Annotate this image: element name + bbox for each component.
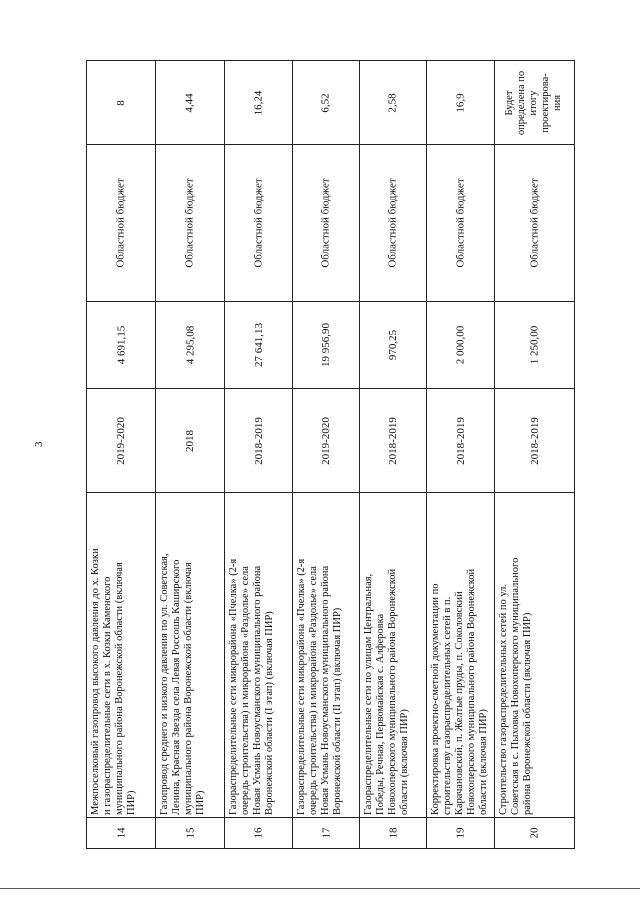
num-cell xyxy=(225,818,292,848)
result-text: 4,44 xyxy=(184,92,196,113)
result-cell xyxy=(225,61,292,145)
result-line: ния xyxy=(552,94,564,111)
table-row xyxy=(155,61,224,848)
period-text: 2019-2020 xyxy=(114,416,127,465)
description-line: ПИР) xyxy=(195,790,206,815)
result-cell xyxy=(427,61,494,145)
amount-cell xyxy=(495,302,574,389)
description-line: области (включая ПИР) xyxy=(399,709,410,815)
table-row xyxy=(426,61,494,848)
result-line: определена по xyxy=(516,70,528,135)
desc-cell xyxy=(225,493,292,818)
num-cell xyxy=(87,818,155,848)
source-cell xyxy=(427,145,494,302)
period-cell xyxy=(87,389,155,493)
source-text: Областной бюджет xyxy=(387,178,400,268)
amount-cell xyxy=(225,302,292,389)
source-cell xyxy=(87,145,155,302)
period-text: 2019-2020 xyxy=(319,416,332,465)
amount-text: 27 641,13 xyxy=(252,323,265,367)
result-text: 6,52 xyxy=(320,92,332,113)
result-cell xyxy=(360,61,426,145)
num-text: 20 xyxy=(528,827,541,839)
desc-cell xyxy=(293,493,359,818)
description-line: строительству газораспределительных сетей в п. xyxy=(442,596,453,815)
description-line: Газораспределительные сети микрорайона «Пчелка» (2-я xyxy=(228,558,239,815)
source-text: Областной бюджет xyxy=(115,178,128,268)
source-text: Областной бюджет xyxy=(454,178,467,268)
table-row xyxy=(87,61,155,848)
num-cell xyxy=(360,818,426,848)
description-line: Газораспределительные сети по улицам Центральная, xyxy=(363,573,374,815)
description-line: Ленина, Красная Звезда села Левая Россошь Каширского xyxy=(171,559,182,815)
source-cell xyxy=(495,145,574,302)
amount-text: 2 000,00 xyxy=(454,325,467,365)
description-line: Победы, Речная, Первомайская с. Алферовка xyxy=(375,613,386,815)
result-cell xyxy=(293,61,359,145)
desc-cell xyxy=(87,493,155,818)
description-line: очередь строительства) и микрорайона «Раздолье» села xyxy=(308,566,319,815)
period-cell xyxy=(225,389,292,493)
desc-cell xyxy=(427,493,494,818)
description-line: и газораспределительные сети в х. Козки Каменского xyxy=(102,576,113,815)
result-line: итогу xyxy=(528,90,540,115)
num-cell xyxy=(293,818,359,848)
description-line: ПИР) xyxy=(126,790,137,815)
result-cell xyxy=(156,61,224,145)
period-cell xyxy=(156,389,224,493)
num-text: 14 xyxy=(115,827,127,839)
amount-cell xyxy=(293,302,359,389)
table-row xyxy=(359,61,426,848)
amount-text: 4 295,08 xyxy=(184,325,196,365)
num-text: 17 xyxy=(320,827,332,839)
result-text: 16,9 xyxy=(454,92,467,113)
desc-cell xyxy=(156,493,224,818)
amount-text: 19 956,90 xyxy=(320,323,332,367)
source-text: Областной бюджет xyxy=(320,178,333,268)
source-cell xyxy=(225,145,292,302)
description-line: Воронежской области (II этап) (включая ПИР) xyxy=(332,607,343,815)
source-cell xyxy=(293,145,359,302)
description-line: Новая Усмань Новоусманского муниципального района xyxy=(320,565,331,815)
num-text: 16 xyxy=(252,827,265,839)
result-text: 16,24 xyxy=(252,90,265,115)
page-number: 3 xyxy=(33,441,45,447)
period-cell xyxy=(293,389,359,493)
num-text: 19 xyxy=(454,827,467,839)
description-line: очередь строительства) и микрорайона «Раздолье» села xyxy=(240,566,251,815)
amount-cell xyxy=(360,302,426,389)
period-text: 2018 xyxy=(184,429,196,452)
description-line: области (включая ПИР) xyxy=(478,709,489,815)
period-text: 2018-2019 xyxy=(528,416,541,465)
result-line: проектирова- xyxy=(540,72,552,133)
description-line: муниципального района Воронежской области (включая xyxy=(114,562,125,815)
description-line: Новохоперского муниципального района Воронежской xyxy=(387,568,398,815)
result-line: Будет xyxy=(504,90,516,115)
page-bottom-edge xyxy=(0,888,640,889)
description-line: Строительство газораспределительных сетей по ул. xyxy=(498,583,509,815)
description-line: Корректировка проектно-сметной документации по xyxy=(430,583,441,815)
num-text: 15 xyxy=(184,827,196,839)
source-text: Областной бюджет xyxy=(184,178,197,268)
amount-text: 4 691,15 xyxy=(115,325,127,365)
table-row xyxy=(292,61,359,848)
num-cell xyxy=(427,818,494,848)
period-text: 2018-2019 xyxy=(252,416,265,465)
period-cell xyxy=(427,389,494,493)
description-line: Карачановский, п. Желтые пруды, п. Соколовский xyxy=(454,591,465,815)
description-line: Советская в с. Пыховка Новохоперского муниципального xyxy=(510,557,521,815)
source-cell xyxy=(360,145,426,302)
period-cell xyxy=(360,389,426,493)
period-text: 2018-2019 xyxy=(454,416,467,465)
description-line: Межпоселковый газопровод высокого давления до х. Козки xyxy=(90,548,101,815)
description-line: муниципального района Воронежской области (включая xyxy=(183,562,194,815)
data-table xyxy=(86,60,575,849)
result-cell xyxy=(495,61,574,145)
period-text: 2018-2019 xyxy=(386,416,399,465)
source-cell xyxy=(156,145,224,302)
amount-text: 970,25 xyxy=(387,329,399,361)
desc-cell xyxy=(495,493,574,818)
num-text: 18 xyxy=(387,827,399,839)
source-text: Областной бюджет xyxy=(528,178,541,268)
description-line: Новохоперского муниципального района Воронежской xyxy=(466,568,477,815)
description-line: Воронежской области (I этап) (включая ПИР) xyxy=(264,611,275,815)
period-cell xyxy=(495,389,574,493)
description-line: Газораспределительные сети микрорайона «Пчелка» (2-я xyxy=(296,558,307,815)
result-cell xyxy=(87,61,155,145)
result-text: 2,58 xyxy=(387,92,399,113)
desc-cell xyxy=(360,493,426,818)
table-row xyxy=(224,61,292,848)
amount-cell xyxy=(156,302,224,389)
amount-cell xyxy=(427,302,494,389)
result-text: 8 xyxy=(115,99,127,106)
description-line: Новая Усмань Новоусманского муниципального района xyxy=(252,565,263,815)
amount-text: 1 250,00 xyxy=(528,325,541,365)
amount-cell xyxy=(87,302,155,389)
num-cell xyxy=(156,818,224,848)
num-cell xyxy=(495,818,574,848)
description-line: Газопровод среднего и низкого давления по ул. Советская, xyxy=(159,553,170,815)
source-text: Областной бюджет xyxy=(252,178,265,268)
table-row xyxy=(494,61,574,848)
description-line: района Воронежской области (включая ПИР) xyxy=(522,612,533,815)
